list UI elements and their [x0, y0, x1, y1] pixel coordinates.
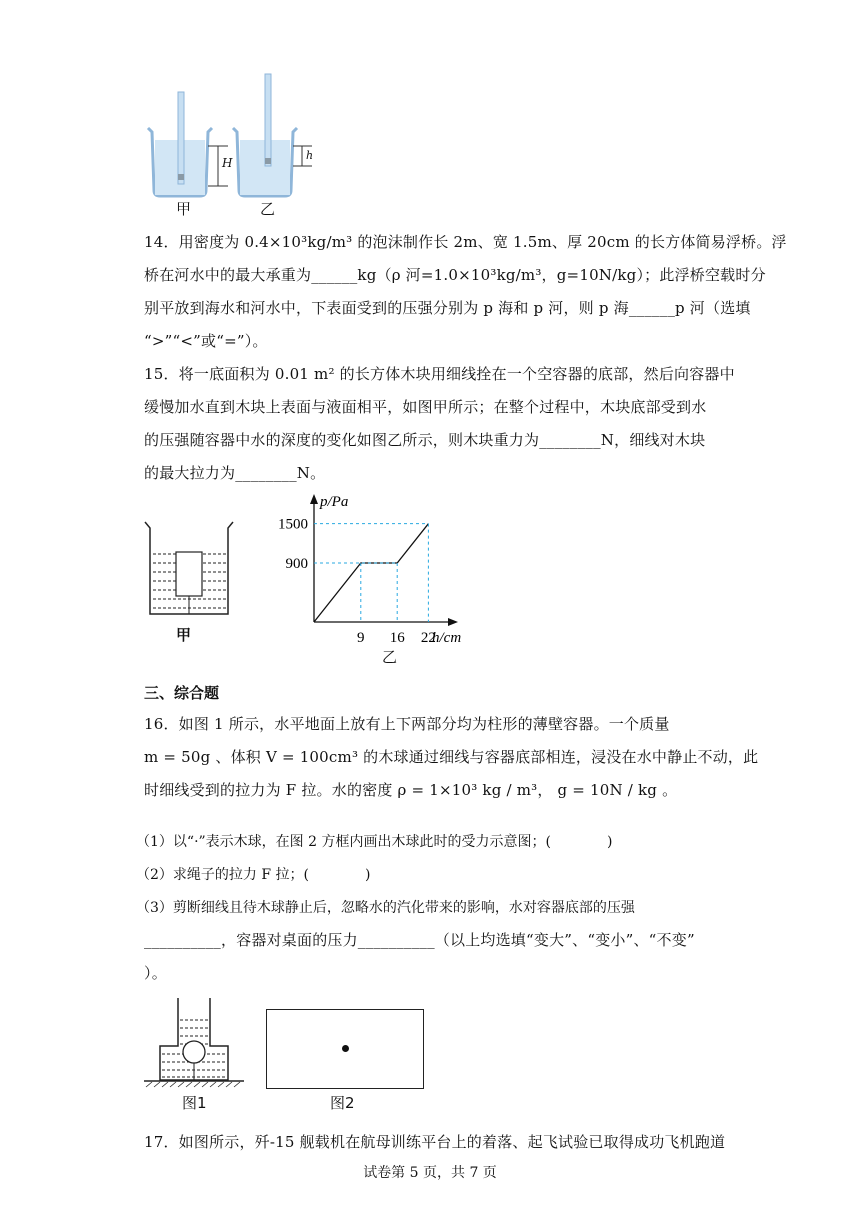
x-axis-label: h/cm — [432, 630, 462, 646]
y-tick-label: 1500 — [278, 516, 308, 533]
y-tick-label: 900 — [285, 556, 308, 572]
q16-sub-3a: （3）剪断细线且待木球静止后，忽略水的汽化带来的影响，水对容器底部的压强 — [136, 900, 635, 916]
x-tick-label: 22 — [420, 630, 436, 646]
question-14 — [144, 226, 787, 358]
container-figure-jia — [140, 518, 240, 648]
q15-line-1: 15．将一底面积为 0.01 m² 的长方体木块用细线拴在一个空容器的底部，然后向容器中 — [144, 365, 735, 383]
q16-sub-1: （1）以“·”表示木球，在图 2 方框内画出木球此时的受力示意图；( ) — [136, 834, 613, 850]
beaker-left-label: 甲 — [176, 200, 192, 218]
container-drawing — [140, 518, 240, 618]
q16-line-3: 时细线受到的拉力为 F 拉。水的密度 ρ = 1×10³ kg / m³， g = 10N / kg 。 — [144, 781, 678, 799]
beaker-drawing — [140, 70, 330, 220]
q15-line-3: 的压强随容器中水的深度的变化如图乙所示，则木块重力为________N，细线对木块 — [144, 431, 706, 449]
y-axis-arrow — [310, 494, 318, 504]
x-tick-label: 9 — [357, 630, 365, 646]
section-heading: 三、综合题 — [144, 684, 220, 702]
figure-yi-label: 乙 — [382, 648, 398, 666]
q16-sub-2: （2）求绳子的拉力 F 拉；( ) — [136, 867, 371, 883]
y-axis-label: p/Pa — [320, 494, 349, 510]
q15-line-2: 缓慢加水直到木块上表面与液面相平，如图甲所示；在整个过程中，木块底部受到水 — [144, 398, 707, 416]
figure-2-label: 图2 — [330, 1094, 355, 1112]
chart-svg — [272, 492, 492, 652]
stepped-container-drawing — [144, 996, 244, 1088]
x-tick-label: 16 — [389, 630, 405, 646]
series-line — [314, 524, 428, 622]
q14-line-4: “>”“<”或“=”）。 — [144, 332, 268, 350]
q14-line-1: 14．用密度为 0.4×10³kg/m³ 的泡沫制作长 2m、宽 1.5m、厚 20cm 的长方体简易浮桥。浮 — [144, 233, 787, 251]
q16-sub-3c: ）。 — [144, 964, 167, 982]
figure-16-1 — [144, 996, 244, 1116]
beaker-figure — [140, 70, 330, 220]
dimension-h-label: h — [306, 149, 314, 162]
question-15 — [144, 358, 735, 490]
dimension-H-label: H — [222, 156, 233, 170]
q14-line-3: 别平放到海水和河水中，下表面受到的压强分别为 p 海和 p 河，则 p 海______p 河（选填 — [144, 299, 751, 317]
x-axis-arrow — [448, 618, 458, 626]
q15-line-4: 的最大拉力为________N。 — [144, 464, 326, 482]
q14-line-2: 桥在河水中的最大承重为______kg（ρ 河=1.0×10³kg/m³，g=10N/kg）；此浮桥空载时分 — [144, 266, 766, 284]
beaker-right-label: 乙 — [260, 200, 276, 218]
figure-jia-label: 甲 — [176, 626, 192, 644]
figure-16-2-box — [266, 1009, 424, 1089]
q17-line-1: 17．如图所示，歼-15 舰载机在航母训练平台上的着落、起飞试验已取得成功飞机跑道 — [144, 1133, 726, 1151]
q16-sub3-continued — [144, 924, 724, 990]
page-footer: 试卷第 5 页，共 7 页 — [363, 1165, 497, 1181]
wooden-ball-point — [342, 1045, 349, 1052]
pressure-chart — [272, 492, 492, 672]
question-17 — [144, 1126, 724, 1159]
figure-1-label: 图1 — [182, 1094, 207, 1112]
q16-sub-3b: __________，容器对桌面的压力__________（以上均选填“变大”、“变小”、“不变” — [144, 931, 695, 949]
q16-line-2: m = 50g 、体积 V = 100cm³ 的木球通过细线与容器底部相连，浸没在水中静止不动，此 — [144, 748, 759, 766]
q16-line-1: 16．如图 1 所示，水平地面上放有上下两部分均为柱形的薄壁容器。一个质量 — [144, 715, 670, 733]
q16-subquestions — [136, 826, 635, 925]
question-16 — [144, 708, 759, 807]
